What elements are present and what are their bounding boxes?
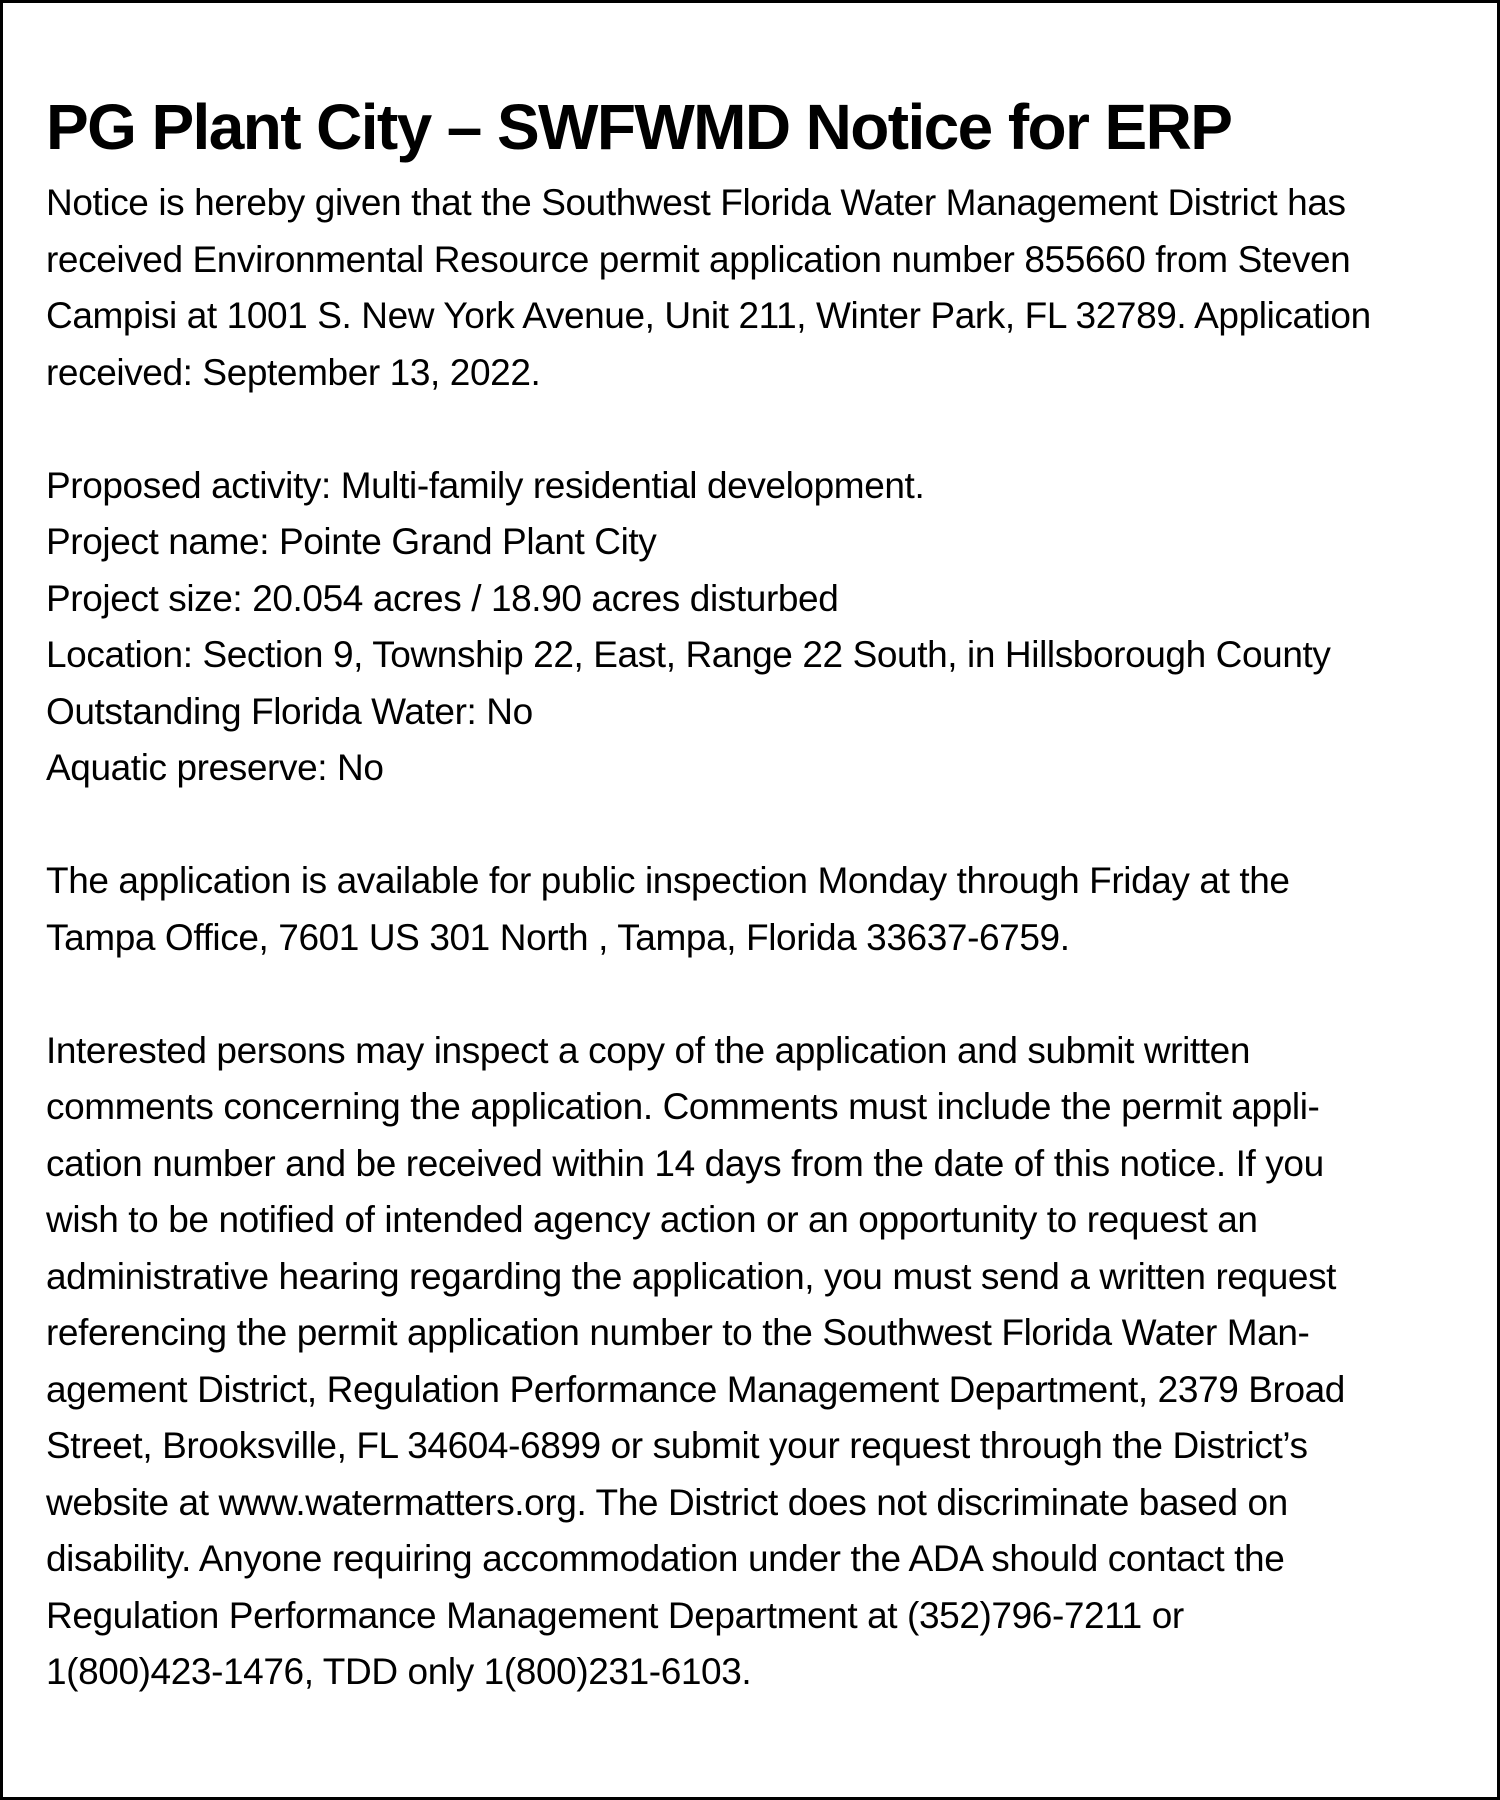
- detail-project-name: Project name: Pointe Grand Plant City: [46, 521, 657, 562]
- detail-project-size: Project size: 20.054 acres / 18.90 acres disturbed: [46, 577, 839, 619]
- intro-paragraph: [46, 175, 1466, 401]
- comments-line: cation number and be received within 14 days from the date of this notice. If you: [46, 1142, 1324, 1184]
- notice-content: [46, 87, 1466, 1701]
- comments-line: Interested persons may inspect a copy of the application and submit written: [46, 1029, 1251, 1071]
- comments-line: administrative hearing regarding the application, you must send a written request: [46, 1255, 1337, 1297]
- comments-line: referencing the permit application number to the Southwest Florida Water Man-: [46, 1312, 1310, 1353]
- detail-proposed-activity: Proposed activity: Multi-family residential development.: [46, 464, 925, 506]
- comments-line: agement District, Regulation Performance Management Department, 2379 Broad: [46, 1368, 1345, 1410]
- comments-line: comments concerning the application. Comments must include the permit appli-: [46, 1086, 1320, 1127]
- spacer: [46, 797, 1466, 854]
- detail-aquatic-preserve: Aquatic preserve: No: [46, 747, 384, 788]
- intro-line: received Environmental Resource permit application number 855660 from Steven: [46, 238, 1351, 280]
- detail-location: Location: Section 9, Township 22, East, Range 22 South, in Hillsborough County: [46, 634, 1331, 675]
- detail-outstanding-florida-water: Outstanding Florida Water: No: [46, 690, 533, 732]
- comments-line: Street, Brooksville, FL 34604-6899 or submit your request through the District’s: [46, 1425, 1308, 1466]
- spacer: [46, 401, 1466, 458]
- project-details: [46, 458, 1466, 797]
- comments-line: 1(800)423-1476, TDD only 1(800)231-6103.: [46, 1651, 752, 1692]
- intro-line: received: September 13, 2022.: [46, 351, 541, 393]
- comments-line: website at www.watermatters.org. The District does not discriminate based on: [46, 1481, 1288, 1523]
- comments-paragraph: [46, 1023, 1466, 1701]
- comments-line: Regulation Performance Management Department at (352)796-7211 or: [46, 1594, 1184, 1636]
- intro-line: Campisi at 1001 S. New York Avenue, Unit 211, Winter Park, FL 32789. Application: [46, 295, 1371, 336]
- availability-line: Tampa Office, 7601 US 301 North , Tampa, Florida 33637-6759.: [46, 916, 1070, 958]
- availability-paragraph: [46, 853, 1466, 966]
- availability-line: The application is available for public inspection Monday through Friday at the: [46, 860, 1290, 901]
- intro-line: Notice is hereby given that the Southwest Florida Water Management District has: [46, 182, 1346, 223]
- spacer: [46, 167, 1466, 175]
- comments-line: disability. Anyone requiring accommodation under the ADA should contact the: [46, 1538, 1285, 1579]
- notice-title: PG Plant City – SWFWMD Notice for ERP: [46, 91, 1232, 163]
- spacer: [46, 966, 1466, 1023]
- comments-line: wish to be notified of intended agency action or an opportunity to request an: [46, 1199, 1258, 1240]
